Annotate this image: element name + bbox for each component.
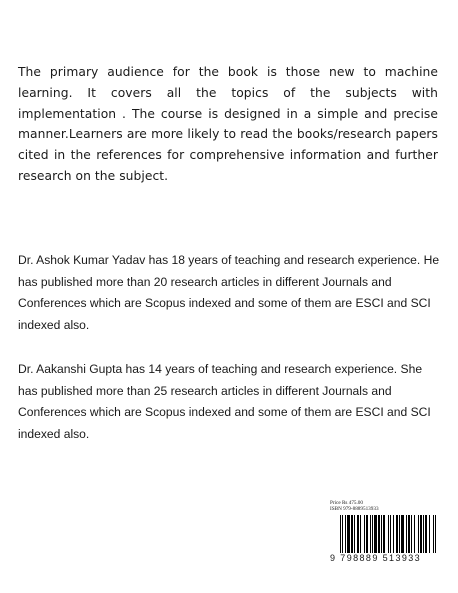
author-bio-ashok-kumar-yadav: Dr. Ashok Kumar Yadav has 18 years of teaching and research experience. He has published more than 20 research articles in different Journals and Conferences which are Scopus indexed and some of them are ESCI and SCI indexed also. bbox=[18, 253, 440, 332]
barcode-icon bbox=[340, 515, 438, 553]
isbn-barcode-block bbox=[330, 500, 442, 568]
price-label: Price Rs 475.00 bbox=[330, 500, 363, 506]
isbn-label: ISBN 979-8889513933 bbox=[330, 506, 379, 512]
barcode-digits: 9 798889 513933 bbox=[330, 553, 422, 563]
book-description: The primary audience for the book is those new to machine learning. It covers all the topics of the subjects with implementation . The course is designed in a simple and precise manner.Learners are more likely to read the books/research papers cited in the references for comprehensive information and further research on the subject. bbox=[18, 65, 438, 183]
author-bio-aakanshi-gupta: Dr. Aakanshi Gupta has 14 years of teaching and research experience. She has published more than 25 research articles in different Journals and Conferences which are Scopus indexed and some of them are ESCI and SCI indexed also. bbox=[18, 362, 431, 441]
